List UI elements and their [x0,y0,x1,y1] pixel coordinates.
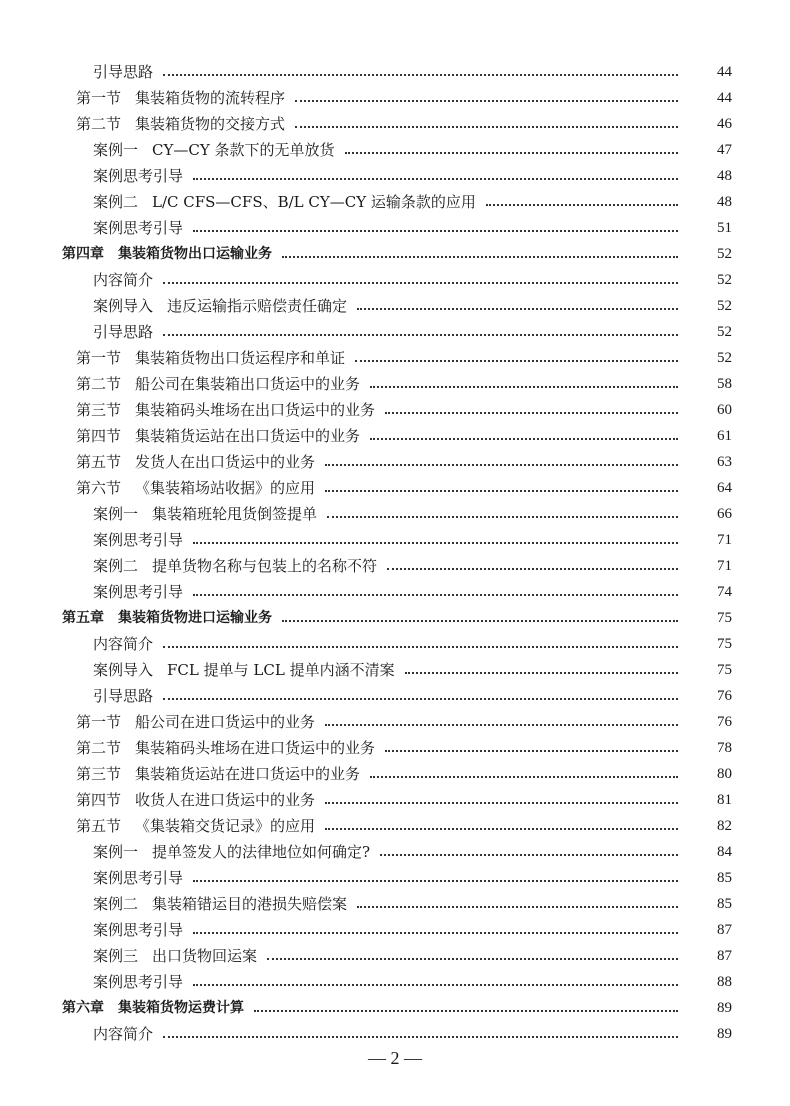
toc-entry-title: 出口货物回运案 [152,947,258,965]
toc-entry-number: 第二节 [76,375,122,393]
toc-entry-text [0,397,678,423]
toc-entry-page: 48 [717,194,732,210]
toc-entry-title: 《集装箱交货记录》的应用 [135,817,316,835]
toc-entry-text [0,787,678,813]
toc-entry-case [0,969,790,995]
toc-entry-page: 88 [717,974,732,990]
toc-entry-case [0,579,790,605]
toc-entry-title: 案例思考引导 [93,531,184,549]
dot-leader [385,412,678,414]
dot-leader [193,932,678,934]
toc-entry-number: 第四节 [76,427,122,445]
dot-leader [385,750,678,752]
toc-entry-page: 46 [717,116,732,132]
dot-leader [282,256,678,258]
toc-entry-text [0,423,678,449]
toc-entry-title: 案例思考引导 [93,921,184,939]
toc-entry-text [0,293,678,319]
dot-leader [282,620,678,622]
toc-entry-page: 76 [717,714,732,730]
toc-entry-text [0,319,678,345]
toc-entry-title: CY—CY 条款下的无单放货 [152,141,335,159]
toc-entry-page: 66 [717,506,732,522]
toc-entry-title: 提单货物名称与包装上的名称不符 [152,557,378,575]
toc-entry-case [0,59,790,85]
toc-entry-text [0,683,678,709]
toc-entry-page: 44 [717,90,732,106]
toc-entry-title: 集装箱货物进口运输业务 [118,610,272,626]
toc-entry-title: 集装箱错运目的港损失赔偿案 [152,895,348,913]
toc-entry-number: 第二节 [76,739,122,757]
toc-entry-case [0,293,790,319]
toc-entry-title: 集装箱班轮甩货倒签提单 [152,505,318,523]
toc-entry-section [0,735,790,761]
toc-entry-page: 75 [717,662,732,678]
toc-entry-number: 第六节 [76,479,122,497]
dot-leader [295,126,678,128]
toc-entry-title: 船公司在集装箱出口货运中的业务 [135,375,361,393]
dot-leader [193,984,678,986]
toc-entry-number: 案例二 [93,557,139,575]
toc-entry-title: 集装箱码头堆场在出口货运中的业务 [135,401,376,419]
toc-entry-text [0,657,678,683]
toc-entry-page: 87 [717,922,732,938]
toc-entry-title: 违反运输指示赔偿责任确定 [167,297,348,315]
toc-entry-title: 收货人在进口货运中的业务 [135,791,316,809]
toc-entry-text [0,865,678,891]
toc-entry-page: 84 [717,844,732,860]
table-of-contents [0,59,790,1047]
dot-leader [370,776,678,778]
toc-entry-text [0,163,678,189]
toc-entry-number: 第一节 [76,349,122,367]
toc-entry-case [0,631,790,657]
toc-entry-title: 集装箱货物的交接方式 [135,115,286,133]
toc-entry-page: 71 [717,558,732,574]
toc-entry-page: 52 [717,324,732,340]
toc-entry-number: 第三节 [76,765,122,783]
toc-entry-case [0,527,790,553]
toc-entry-page: 85 [717,896,732,912]
toc-entry-page: 81 [717,792,732,808]
toc-entry-section [0,111,790,137]
toc-entry-section [0,475,790,501]
toc-entry-text [0,241,678,267]
toc-entry-text [0,1021,678,1047]
toc-entry-text [0,137,678,163]
dot-leader [370,386,678,388]
dot-leader [345,152,678,154]
toc-entry-text [0,371,678,397]
toc-entry-page: 60 [717,402,732,418]
toc-entry-title: 集装箱货物的流转程序 [135,89,286,107]
dot-leader [193,178,678,180]
toc-entry-title: L/C CFS—CFS、B/L CY—CY 运输条款的应用 [152,193,476,211]
toc-entry-number: 案例导入 [93,297,154,315]
dot-leader [325,464,678,466]
toc-entry-page: 85 [717,870,732,886]
toc-entry-number: 第五节 [76,453,122,471]
toc-entry-number: 第四章 [62,246,104,262]
toc-entry-title: 引导思路 [93,323,154,341]
toc-entry-text [0,761,678,787]
toc-entry-case [0,267,790,293]
toc-entry-page: 71 [717,532,732,548]
toc-entry-page: 82 [717,818,732,834]
toc-entry-chapter [0,995,790,1021]
toc-entry-page: 52 [717,298,732,314]
toc-entry-title: 集装箱货运站在出口货运中的业务 [135,427,361,445]
toc-entry-text [0,605,678,631]
toc-entry-text [0,813,678,839]
toc-entry-section [0,371,790,397]
toc-entry-title: 提单签发人的法律地位如何确定? [152,843,371,861]
dot-leader [355,360,678,362]
toc-entry-text [0,943,678,969]
toc-entry-case [0,917,790,943]
toc-entry-text [0,839,678,865]
toc-entry-title: 引导思路 [93,63,154,81]
toc-entry-title: 集装箱货物出口运输业务 [118,246,272,262]
toc-entry-text [0,475,678,501]
toc-entry-case [0,1021,790,1047]
toc-entry-title: 案例思考引导 [93,583,184,601]
toc-entry-page: 48 [717,168,732,184]
toc-entry-title: 内容简介 [93,271,154,289]
dot-leader [163,698,678,700]
toc-entry-chapter [0,605,790,631]
toc-entry-number: 案例一 [93,505,139,523]
dot-leader [357,906,678,908]
toc-entry-section [0,423,790,449]
toc-entry-case [0,657,790,683]
dot-leader [325,490,678,492]
toc-entry-title: 案例思考引导 [93,219,184,237]
toc-entry-page: 64 [717,480,732,496]
toc-entry-page: 89 [717,1000,732,1016]
toc-entry-section [0,397,790,423]
toc-entry-page: 89 [717,1026,732,1042]
toc-entry-case [0,553,790,579]
toc-entry-text [0,969,678,995]
toc-entry-case [0,865,790,891]
toc-entry-page: 63 [717,454,732,470]
toc-entry-text [0,501,678,527]
toc-entry-title: 集装箱货运站在进口货运中的业务 [135,765,361,783]
toc-entry-case [0,683,790,709]
toc-entry-section [0,709,790,735]
dot-leader [163,74,678,76]
toc-entry-number: 第四节 [76,791,122,809]
toc-entry-text [0,85,678,111]
toc-entry-text [0,891,678,917]
toc-entry-text [0,735,678,761]
toc-entry-text [0,59,678,85]
toc-entry-page: 76 [717,688,732,704]
toc-entry-title: 内容简介 [93,635,154,653]
toc-entry-section [0,85,790,111]
dot-leader [254,1010,678,1012]
toc-entry-title: 案例思考引导 [93,973,184,991]
toc-entry-section [0,449,790,475]
toc-entry-title: 案例思考引导 [93,869,184,887]
toc-entry-number: 第五章 [62,610,104,626]
toc-entry-text [0,449,678,475]
toc-entry-number: 第六章 [62,1000,104,1016]
toc-entry-number: 案例二 [93,193,139,211]
toc-entry-page: 52 [717,272,732,288]
dot-leader [295,100,678,102]
toc-entry-case [0,163,790,189]
toc-entry-text [0,579,678,605]
toc-entry-page: 74 [717,584,732,600]
dot-leader [163,282,678,284]
dot-leader [193,594,678,596]
dot-leader [325,828,678,830]
toc-entry-section [0,813,790,839]
dot-leader [193,542,678,544]
toc-entry-number: 案例二 [93,895,139,913]
dot-leader [267,958,678,960]
toc-entry-case [0,215,790,241]
dot-leader [163,334,678,336]
toc-entry-text [0,189,678,215]
page-number: — 2 — [368,1048,422,1068]
toc-entry-section [0,345,790,371]
toc-entry-case [0,891,790,917]
dot-leader [405,672,678,674]
toc-entry-title: 集装箱码头堆场在进口货运中的业务 [135,739,376,757]
toc-entry-page: 75 [717,610,732,626]
dot-leader [380,854,678,856]
toc-entry-text [0,215,678,241]
toc-entry-page: 78 [717,740,732,756]
dot-leader [193,230,678,232]
toc-entry-number: 案例导入 [93,661,154,679]
dot-leader [325,802,678,804]
dot-leader [486,204,678,206]
toc-entry-text [0,111,678,137]
dot-leader [357,308,678,310]
toc-entry-title: 集装箱货物运费计算 [118,1000,244,1016]
toc-entry-number: 第三节 [76,401,122,419]
toc-entry-number: 案例一 [93,843,139,861]
toc-entry-title: 集装箱货物出口货运程序和单证 [135,349,346,367]
toc-entry-title: FCL 提单与 LCL 提单内涵不清案 [167,661,395,679]
toc-entry-number: 第一节 [76,713,122,731]
toc-entry-page: 44 [717,64,732,80]
toc-entry-page: 58 [717,376,732,392]
dot-leader [193,880,678,882]
dot-leader [163,646,678,648]
toc-entry-title: 《集装箱场站收据》的应用 [135,479,316,497]
toc-entry-number: 案例一 [93,141,139,159]
toc-entry-page: 51 [717,220,732,236]
toc-entry-text [0,527,678,553]
toc-entry-page: 52 [717,246,732,262]
toc-entry-text [0,345,678,371]
toc-entry-title: 案例思考引导 [93,167,184,185]
toc-entry-page: 87 [717,948,732,964]
toc-entry-text [0,917,678,943]
dot-leader [163,1036,678,1038]
toc-entry-text [0,553,678,579]
toc-entry-page: 52 [717,350,732,366]
toc-entry-number: 第一节 [76,89,122,107]
toc-entry-page: 75 [717,636,732,652]
toc-entry-number: 第五节 [76,817,122,835]
toc-entry-section [0,787,790,813]
toc-entry-case [0,839,790,865]
toc-entry-text [0,995,678,1021]
toc-entry-case [0,137,790,163]
toc-entry-case [0,943,790,969]
toc-entry-page: 61 [717,428,732,444]
toc-entry-text [0,631,678,657]
toc-entry-title: 内容简介 [93,1025,154,1043]
toc-entry-case [0,319,790,345]
dot-leader [387,568,678,570]
toc-entry-title: 引导思路 [93,687,154,705]
toc-entry-number: 案例三 [93,947,139,965]
toc-entry-text [0,267,678,293]
toc-entry-page: 80 [717,766,732,782]
toc-entry-section [0,761,790,787]
toc-entry-chapter [0,241,790,267]
toc-entry-case [0,189,790,215]
toc-entry-text [0,709,678,735]
toc-entry-number: 第二节 [76,115,122,133]
dot-leader [327,516,678,518]
toc-entry-title: 船公司在进口货运中的业务 [135,713,316,731]
dot-leader [325,724,678,726]
toc-entry-case [0,501,790,527]
toc-entry-title: 发货人在出口货运中的业务 [135,453,316,471]
dot-leader [370,438,678,440]
toc-entry-page: 47 [717,142,732,158]
